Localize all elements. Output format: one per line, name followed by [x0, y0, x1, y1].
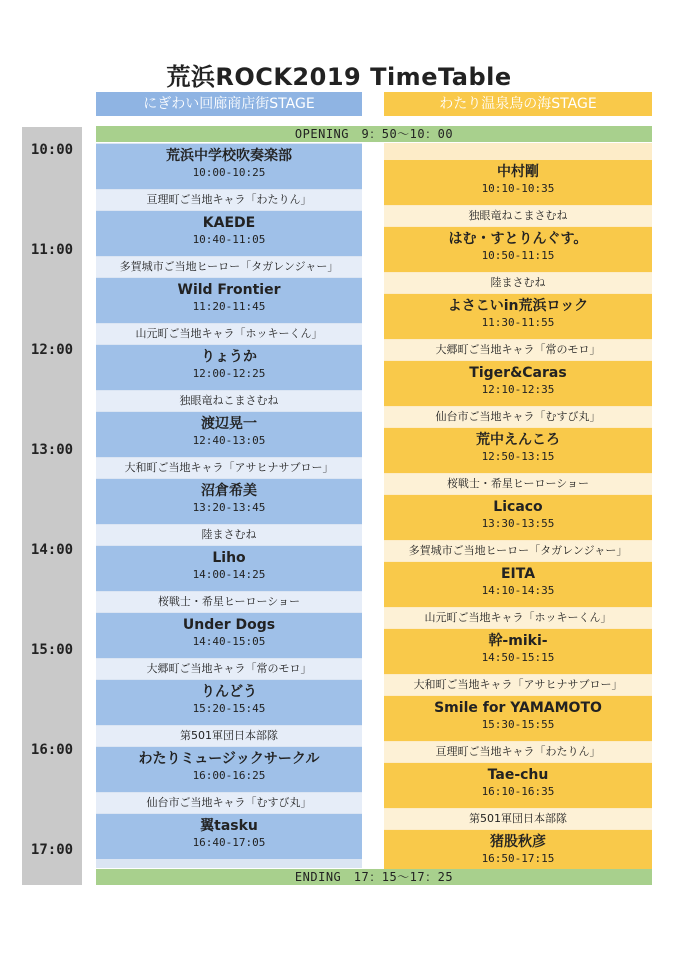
interlude-name: 桜戦士・希星ヒーローショー	[157, 595, 301, 608]
performer-name: Licaco	[493, 499, 543, 515]
interlude-name: 多賀城市ご当地ヒーロー「タガレンジャー」	[119, 260, 339, 273]
performer-name: EITA	[500, 566, 536, 582]
performance-time: 12:50-13:15	[481, 450, 555, 463]
performer-name: Wild Frontier	[177, 282, 281, 298]
performance-slot	[384, 629, 652, 674]
performer-name: 渡辺晃一	[201, 416, 257, 432]
performance-time: 16:50-17:15	[481, 852, 555, 865]
performance-slot	[384, 361, 652, 406]
performance-slot	[384, 562, 652, 607]
interlude-slot	[96, 391, 362, 411]
performer-name: 猪股秋彦	[490, 834, 546, 850]
performance-slot	[96, 814, 362, 859]
performer-name: 翼tasku	[200, 818, 258, 834]
stage-header-right: わたり温泉鳥の海STAGE	[384, 92, 652, 116]
interlude-name: 陸まさむね	[201, 528, 257, 541]
interlude-slot	[384, 206, 652, 226]
performance-slot	[96, 747, 362, 792]
performer-name: Liho	[212, 550, 246, 566]
hour-label: 15:00	[30, 642, 74, 658]
interlude-name: 大和町ご当地キャラ「アサヒナサブロー」	[124, 461, 334, 474]
performance-time: 15:30-15:55	[481, 718, 555, 731]
interlude-name: 山元町ご当地キャラ「ホッキーくん」	[424, 611, 612, 624]
performance-slot	[96, 613, 362, 658]
hour-label: 14:00	[30, 542, 74, 558]
stage-header-left: にぎわい回廊商店街STAGE	[96, 92, 362, 116]
hour-label: 13:00	[30, 442, 74, 458]
hour-label: 10:00	[30, 142, 74, 158]
performance-time: 15:20-15:45	[192, 702, 266, 715]
performance-time: 14:50-15:15	[481, 651, 555, 664]
performance-slot	[96, 479, 362, 524]
interlude-slot	[96, 592, 362, 612]
interlude-name: 亘理町ご当地キャラ「わたりん」	[435, 745, 601, 758]
performer-name: 幹-miki-	[488, 633, 548, 649]
interlude-slot	[96, 324, 362, 344]
performance-time: 14:40-15:05	[192, 635, 266, 648]
performance-time: 13:20-13:45	[192, 501, 266, 514]
opening-bar: OPENING 9：50〜10：00	[96, 126, 652, 142]
performance-slot	[96, 546, 362, 591]
interlude-name: 多賀城市ご当地ヒーロー「タガレンジャー」	[408, 544, 628, 557]
interlude-name: 独眼竜ねこまさむね	[468, 209, 568, 222]
performer-name: 中村剛	[497, 164, 539, 180]
performer-name: わたりミュージックサークル	[138, 751, 320, 767]
performer-name: Under Dogs	[182, 617, 276, 633]
performance-time: 12:10-12:35	[481, 383, 555, 396]
performance-time: 16:40-17:05	[192, 836, 266, 849]
interlude-slot	[96, 525, 362, 545]
performance-slot	[384, 160, 652, 205]
interlude-slot	[96, 793, 362, 813]
performance-time: 11:30-11:55	[481, 316, 555, 329]
performer-name: よさこいin荒浜ロック	[447, 298, 589, 314]
interlude-name: 第501軍団日本部隊	[469, 812, 567, 825]
interlude-slot	[96, 458, 362, 478]
performer-name: KAEDE	[202, 215, 256, 231]
performance-slot	[96, 144, 362, 189]
performance-slot	[96, 278, 362, 323]
performance-slot	[384, 696, 652, 741]
performance-time: 14:10-14:35	[481, 584, 555, 597]
interlude-name: 大郷町ご当地キャラ「常のモロ」	[435, 343, 601, 356]
performance-time: 10:40-11:05	[192, 233, 266, 246]
interlude-slot	[384, 675, 652, 695]
time-column	[22, 127, 82, 885]
performance-time: 10:00-10:25	[192, 166, 266, 179]
performance-slot	[96, 680, 362, 725]
performer-name: はむ・すとりんぐす。	[448, 231, 588, 247]
interlude-name: 第501軍団日本部隊	[180, 729, 278, 742]
interlude-name: 桜戦士・希星ヒーローショー	[446, 477, 590, 490]
ending-bar: ENDING 17：15〜17：25	[96, 869, 652, 885]
performance-time: 10:50-11:15	[481, 249, 555, 262]
performance-slot	[384, 763, 652, 808]
interlude-slot	[96, 257, 362, 277]
interlude-name: 大和町ご当地キャラ「アサヒナサブロー」	[413, 678, 623, 691]
interlude-slot	[96, 659, 362, 679]
interlude-slot	[384, 541, 652, 561]
interlude-name: 仙台市ご当地キャラ「むすび丸」	[146, 796, 312, 809]
hour-label: 11:00	[30, 242, 74, 258]
interlude-slot	[384, 608, 652, 628]
interlude-name: 陸まさむね	[490, 276, 546, 289]
interlude-name: 独眼竜ねこまさむね	[179, 394, 279, 407]
interlude-slot	[384, 809, 652, 829]
interlude-name: 山元町ご当地キャラ「ホッキーくん」	[135, 327, 323, 340]
performer-name: 荒浜中学校吹奏楽部	[166, 148, 292, 164]
performance-slot	[96, 211, 362, 256]
hour-label: 12:00	[30, 342, 74, 358]
performer-name: りょうか	[201, 349, 257, 365]
performance-slot	[96, 345, 362, 390]
interlude-slot	[384, 742, 652, 762]
performance-slot	[384, 428, 652, 473]
interlude-slot	[96, 726, 362, 746]
performer-name: Tae-chu	[487, 767, 549, 783]
performance-time: 16:10-16:35	[481, 785, 555, 798]
performance-time: 12:40-13:05	[192, 434, 266, 447]
interlude-slot	[384, 407, 652, 427]
performance-slot	[384, 294, 652, 339]
hour-label: 17:00	[30, 842, 74, 858]
performer-name: Tiger&Caras	[469, 365, 567, 381]
performer-name: 荒中えんころ	[476, 432, 560, 448]
interlude-name: 亘理町ご当地キャラ「わたりん」	[146, 193, 312, 206]
performance-time: 12:00-12:25	[192, 367, 266, 380]
performer-name: Smile for YAMAMOTO	[434, 700, 602, 716]
performance-time: 10:10-10:35	[481, 182, 555, 195]
performance-slot	[96, 412, 362, 457]
performance-time: 16:00-16:25	[192, 769, 266, 782]
performance-slot	[384, 227, 652, 272]
hour-label: 16:00	[30, 742, 74, 758]
interlude-slot	[384, 273, 652, 293]
page-title: 荒浜ROCK2019 TimeTable	[166, 63, 512, 91]
performance-time: 13:30-13:55	[481, 517, 555, 530]
interlude-slot	[384, 474, 652, 494]
interlude-name: 仙台市ご当地キャラ「むすび丸」	[435, 410, 601, 423]
interlude-slot	[96, 190, 362, 210]
performance-time: 14:00-14:25	[192, 568, 266, 581]
interlude-slot	[384, 340, 652, 360]
performance-slot	[384, 495, 652, 540]
performance-time: 11:20-11:45	[192, 300, 266, 313]
performer-name: りんどう	[201, 684, 257, 700]
interlude-name: 大郷町ご当地キャラ「常のモロ」	[146, 662, 312, 675]
performer-name: 沼倉希美	[201, 483, 257, 499]
